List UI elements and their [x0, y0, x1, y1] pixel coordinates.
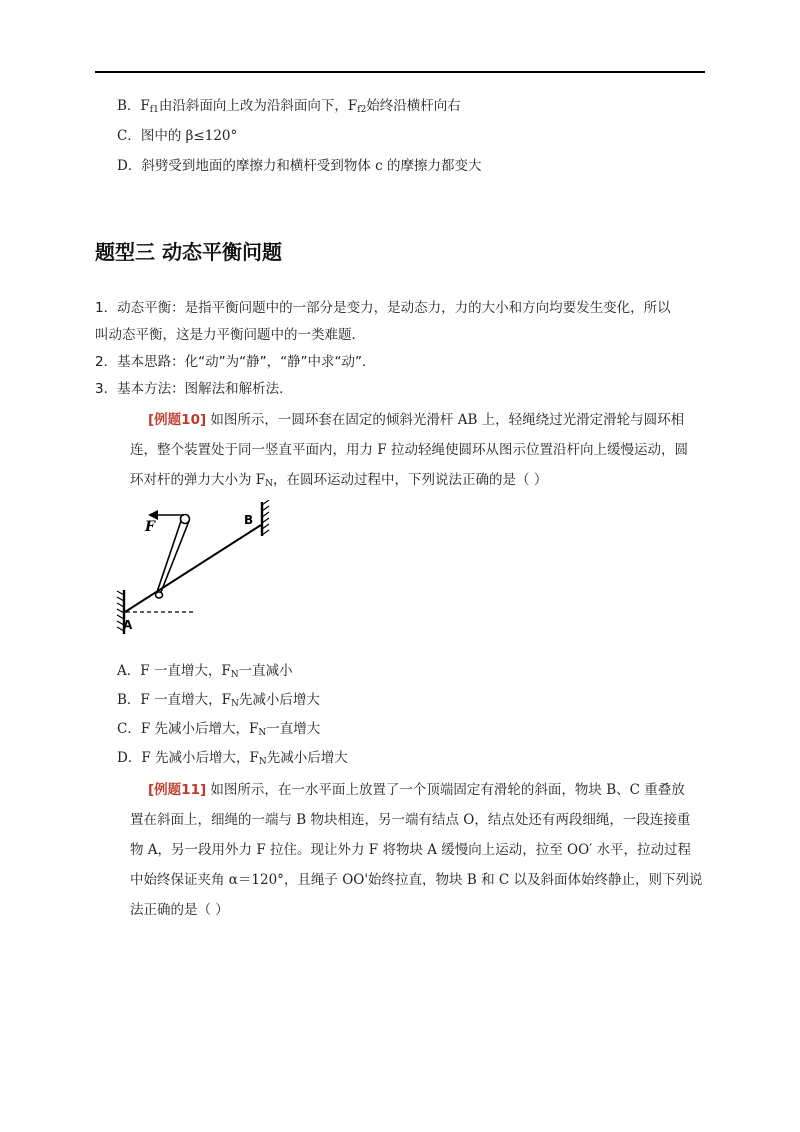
point-1-line-2: 叫动态平衡，这是力平衡问题中的一类难题． — [95, 327, 365, 343]
example10-option-b: B．F 一直增大，$F_N$先减小后增大 — [117, 692, 320, 709]
header-rule — [95, 71, 705, 73]
point-2: 2．基本思路：化“动”为“静”，“静”中求“动”． — [95, 354, 376, 370]
prev-option-b: B．$F_{f1}$由沿斜面向上改为沿斜面向下，$F_{f2}$始终沿横杆向右 — [117, 98, 461, 115]
example10-tag: [例题10] — [148, 412, 207, 428]
example10-option-c: C．F 先减小后增大，$F_N$一直增大 — [117, 721, 321, 738]
example11-line-2: 置在斜面上，细绳的一端与 B 物块相连，另一端有结点 O，结点处还有两段细绳，一段连接重 — [130, 812, 691, 828]
rope-to-ring — [157, 521, 181, 592]
wall-b — [262, 500, 269, 536]
ring-icon — [156, 592, 163, 598]
point-1-line-1: 1．动态平衡：是指平衡问题中的一部分是变力，是动态力，力的大小和方向均要发生变化，所以 — [95, 300, 671, 316]
example10-option-d: D．F 先减小后增大，$F_N$先减小后增大 — [117, 750, 348, 767]
label-a: A — [123, 618, 133, 632]
section-title: 题型三 动态平衡问题 — [95, 240, 282, 264]
example11-line-3: 物 A，另一段用外力 F 拉住。现让外力 F 将物块 A 缓慢向上运动，拉至 OO′ 水平，拉动过程 — [130, 842, 692, 858]
example10-line-3: 环对杆的弹力大小为 $F_N$，在圆环运动过程中，下列说法正确的是（ ） — [130, 472, 548, 489]
label-b: B — [244, 513, 254, 527]
point-3: 3．基本方法：图解法和解析法． — [95, 381, 293, 397]
example11-line-1: [例题11] 如图所示，在一水平面上放置了一个顶端固定有滑轮的斜面，物块 B、C 重叠放 — [148, 782, 685, 798]
rope-to-ring-2 — [161, 521, 189, 592]
example10-line-1: [例题10] 如图所示，一圆环套在固定的倾斜光滑杆 AB 上，轻绳绕过光滑定滑轮与圆环相 — [148, 412, 685, 428]
incline-rod-ab — [125, 525, 261, 612]
prev-option-d: D．斜劈受到地面的摩擦力和横杆受到物体 c 的摩擦力都变大 — [117, 158, 482, 174]
example10-line-2: 连，整个装置处于同一竖直平面内，用力 F 拉动轻绳使圆环从图示位置沿杆向上缓慢运动，圆 — [130, 442, 688, 458]
example10-figure — [112, 500, 272, 642]
example11-line-4: 中始终保证夹角 α＝120°，且绳子 OO'始终拉直，物块 B 和 C 以及斜面体始终静止，则下列说 — [130, 872, 703, 888]
example11-tag: [例题11] — [148, 782, 207, 798]
label-f: F — [145, 519, 155, 535]
example10-option-a: A．F 一直增大，$F_N$一直减小 — [117, 663, 293, 680]
example11-line-5: 法正确的是（ ） — [130, 902, 229, 918]
prev-option-c: C．图中的 β≤120° — [117, 128, 238, 144]
